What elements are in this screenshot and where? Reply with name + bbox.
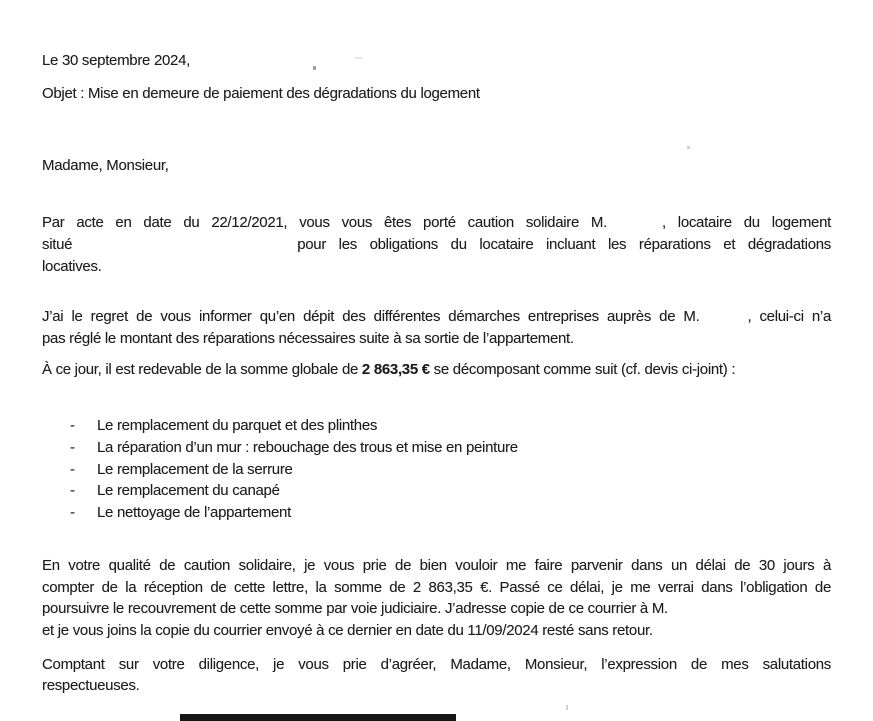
guarantee-text-obligations: pour les obligations du locataire incluant les réparations et dégradations xyxy=(297,235,831,253)
bullet-dash: - xyxy=(70,460,75,478)
redacted-tenant-name-gap-2 xyxy=(699,319,747,321)
scan-edge-artifact xyxy=(180,714,456,721)
closing-paragraph xyxy=(42,654,831,697)
repairs-list xyxy=(42,415,831,524)
list-item xyxy=(42,459,831,481)
bullet-dash: - xyxy=(70,482,75,500)
list-item xyxy=(42,480,831,502)
paragraph-guarantee-line-3: locatives. xyxy=(42,257,102,275)
subject-line: Objet : Mise en demeure de paiement des dégradations du logement xyxy=(42,84,480,102)
paragraph-regret-line-1 xyxy=(42,306,831,328)
total-amount-value: 2 863,35 € xyxy=(361,360,430,378)
paragraph-amount xyxy=(42,359,831,381)
paragraph-guarantee-line-1 xyxy=(42,212,831,234)
closing-line-2: respectueuses. xyxy=(42,677,140,695)
regret-text-before-name: J’ai le regret de vous informer qu’en dépit des différentes démarches entreprises auprès de M. xyxy=(42,308,700,326)
paragraph-regret-line-2: pas réglé le montant des réparations nécessaires suite à sa sortie de l’appartement. xyxy=(42,329,574,347)
paragraph-demand-line-4: et je vous joins la copie du courrier envoyé à ce dernier en date du 11/09/2024 resté sans retour. xyxy=(42,621,653,639)
amount-text-after: se décomposant comme suit (cf. devis ci-joint) : xyxy=(429,360,736,378)
scan-speck xyxy=(687,146,690,149)
redacted-tenant-name-gap xyxy=(607,225,662,227)
bullet-dash: - xyxy=(70,417,75,435)
list-item xyxy=(42,415,831,437)
guarantee-text-situe: situé xyxy=(42,235,73,253)
redacted-address-gap xyxy=(72,247,297,249)
guarantee-text-before-name: Par acte en date du 22/12/2021, vous vous êtes porté caution solidaire M. xyxy=(42,214,607,232)
paragraph-demand-line-3: poursuivre le recouvrement de cette somme par voie judiciaire. J’adresse copie de ce courrier à M. xyxy=(42,600,668,618)
paragraph-demand xyxy=(42,555,831,642)
paragraph-demand-line-2: compter de la réception de cette lettre, la somme de 2 863,35 €. Passé ce délai, je me verrai dans l’obligation de xyxy=(42,578,831,596)
list-item-label: La réparation d’un mur : rebouchage des trous et mise en peinture xyxy=(97,439,518,457)
scan-speck xyxy=(355,57,362,59)
list-item-label: Le nettoyage de l’appartement xyxy=(97,504,291,522)
amount-text-before: À ce jour, il est redevable de la somme globale de xyxy=(42,360,362,378)
paragraph-guarantee xyxy=(42,212,831,277)
regret-text-after-name: , celui-ci n’a xyxy=(747,308,831,326)
paragraph-demand-line-1: En votre qualité de caution solidaire, je vous prie de bien vouloir me faire parvenir dans un délai de 30 jours à xyxy=(42,556,831,574)
date-line: Le 30 septembre 2024, xyxy=(42,52,190,69)
guarantee-text-after-name: , locataire du logement xyxy=(662,214,832,232)
paragraph-regret xyxy=(42,306,831,349)
bullet-dash: - xyxy=(70,504,75,522)
bullet-dash: - xyxy=(70,439,75,457)
scan-speck xyxy=(313,66,316,70)
list-item xyxy=(42,502,831,524)
scan-speck xyxy=(566,705,568,710)
list-item-label: Le remplacement de la serrure xyxy=(97,460,293,478)
list-item-label: Le remplacement du parquet et des plinthes xyxy=(97,417,378,435)
list-item xyxy=(42,437,831,459)
salutation: Madame, Monsieur, xyxy=(42,157,169,175)
closing-line-1: Comptant sur votre diligence, je vous prie d’agréer, Madame, Monsieur, l’expression de mes salutations xyxy=(42,655,831,673)
list-item-label: Le remplacement du canapé xyxy=(97,482,280,500)
paragraph-guarantee-line-2 xyxy=(42,234,831,256)
paragraph-amount-line xyxy=(42,359,831,381)
